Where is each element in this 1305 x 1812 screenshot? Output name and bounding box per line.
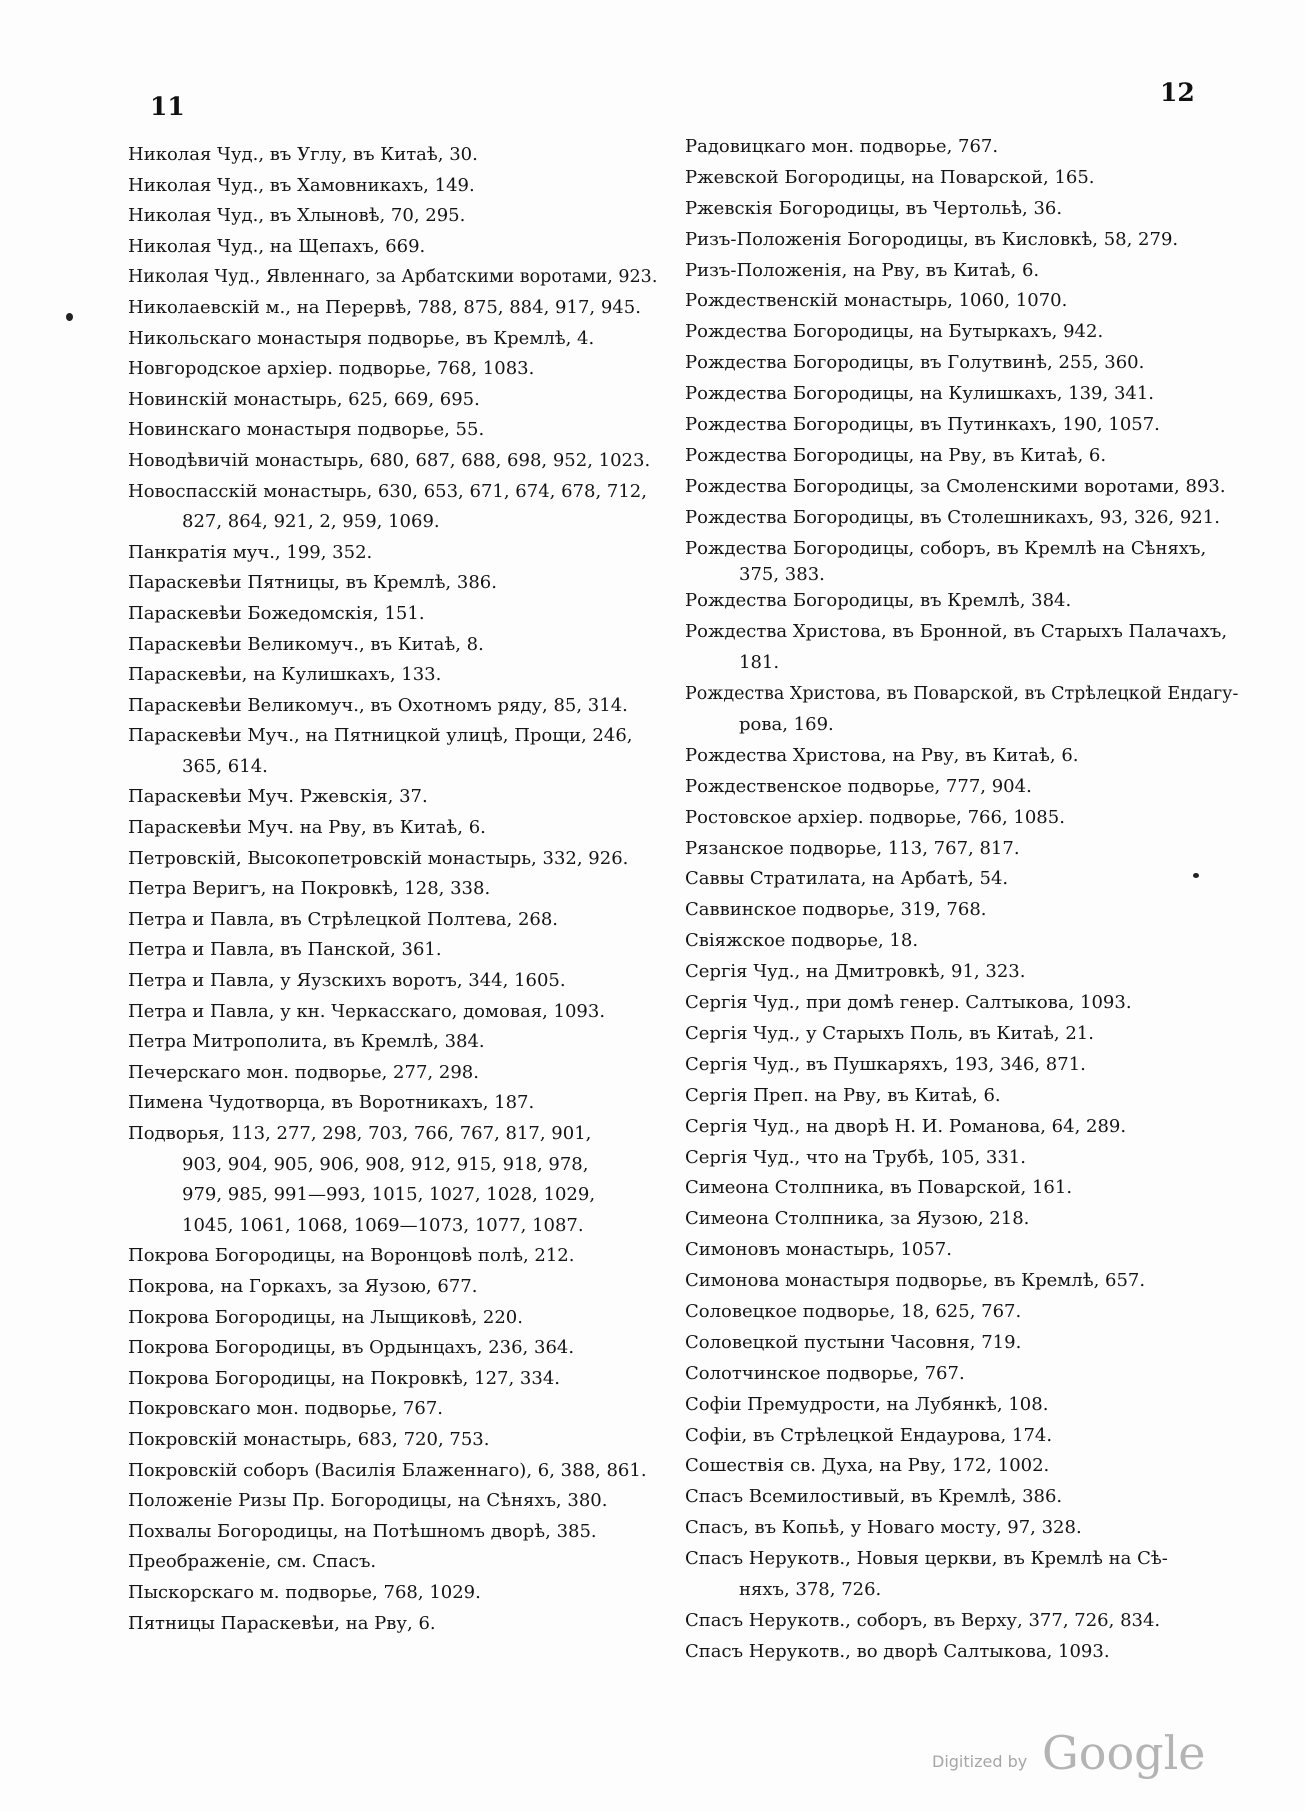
index-entry: Параскевѣи Великомуч., въ Охотномъ ряду, 85, 314. [128,694,628,716]
index-entry: Рождества Богородицы, соборъ, въ Кремлѣ на Сѣняхъ, [685,537,1207,559]
index-entry: Рождества Богородицы, въ Голутвинѣ, 255, 360. [685,352,1145,374]
index-entry: Рождества Богородицы, на Рву, въ Китаѣ, 6. [685,444,1107,466]
index-entry: Покровскій монастырь, 683, 720, 753. [128,1428,490,1450]
index-entry: Новинскаго монастыря подворье, 55. [128,419,485,441]
index-entry-continuation: рова, 169. [739,714,834,736]
index-entry: Покрова Богородицы, въ Ордынцахъ, 236, 364. [128,1337,575,1359]
index-entry: Ростовское архiер. подворье, 766, 1085. [685,806,1065,828]
index-entry: Сергія Чуд., на дворѣ Н. И. Романова, 64, 289. [685,1115,1127,1137]
index-entry: Сергія Преп. на Рву, въ Китаѣ, 6. [685,1084,1001,1106]
ink-speck [66,313,73,321]
index-entry: Пятницы Параскевѣи, на Рву, 6. [128,1612,436,1634]
index-entry-continuation: 979, 985, 991—993, 1015, 1027, 1028, 1029, [182,1184,596,1206]
index-entry: Параскевѣи Божедомскія, 151. [128,602,425,624]
index-entry: Панкратія муч., 199, 352. [128,541,373,563]
index-entry: Спасъ, въ Копьѣ, у Новаго мосту, 97, 328. [685,1517,1082,1539]
index-entry: Параскевѣи Муч. на Рву, въ Китаѣ, 6. [128,817,486,839]
index-entry: Пимена Чудотворца, въ Воротникахъ, 187. [128,1092,535,1114]
index-entry: Петра Веригъ, на Покровкѣ, 128, 338. [128,878,491,900]
index-entry: Подворья, 113, 277, 298, 703, 766, 767, 817, 901, [128,1123,592,1144]
index-entry-continuation: 827, 864, 921, 2, 959, 1069. [182,511,440,533]
index-entry-continuation: 1045, 1061, 1068, 1069—1073, 1077, 1087. [182,1214,584,1236]
index-entry: Параскевѣи Пятницы, въ Кремлѣ, 386. [128,572,497,594]
index-entry: Пыскорскаго м. подворье, 768, 1029. [128,1581,481,1603]
index-entry: Похвалы Богородицы, на Потѣшномъ дворѣ, 385. [128,1520,597,1542]
index-entry: Параскевѣи Муч., на Пятницкой улицѣ, Прощи, 246, [128,725,633,747]
index-entry: Покровскаго мон. подворье, 767. [128,1398,443,1420]
index-entry: Сошествія св. Духа, на Рву, 172, 1002. [685,1455,1050,1477]
index-entry: Рождественскій монастырь, 1060, 1070. [685,290,1068,312]
index-entry: Петра и Павла, у Яузскихъ воротъ, 344, 1605. [128,970,566,992]
index-entry: Новоспасскій монастырь, 630, 653, 671, 674, 678, 712, [128,480,647,502]
index-entry: Рязанское подворье, 113, 767, 817. [685,837,1020,859]
index-entry: Никольскаго монастыря подворье, въ Кремлѣ, 4. [128,327,595,349]
index-entry: Покрова Богородицы, на Лыщиковѣ, 220. [128,1306,523,1328]
index-entry: Параскевѣи, на Кулишкахъ, 133. [128,664,442,686]
index-entry: Саввы Стратилата, на Арбатѣ, 54. [685,868,1009,890]
index-entry-continuation: 903, 904, 905, 906, 908, 912, 915, 918, 978, [182,1153,589,1175]
right-page-number: 12 [1160,78,1195,107]
index-entry: Сергія Чуд., при домѣ генер. Салтыкова, 1093. [685,992,1132,1014]
index-entry: Саввинское подворье, 319, 768. [685,899,987,921]
index-entry: Рождества Богородицы, въ Кремлѣ, 384. [685,590,1072,612]
index-entry: Петра и Павла, въ Стрѣлецкой Полтева, 268. [128,908,559,930]
index-entry: Николая Чуд., въ Углу, въ Китаѣ, 30. [128,144,478,165]
index-entry: Рождества Христова, на Рву, въ Китаѣ, 6. [685,744,1079,766]
index-entry: Николая Чуд., на Щепахъ, 669. [128,235,426,257]
index-entry: Петра Митрополита, въ Кремлѣ, 384. [128,1031,485,1053]
index-entry: Петровскій, Высокопетровскій монастырь, 332, 926. [128,847,629,869]
index-entry: Симоновъ монастырь, 1057. [685,1239,952,1261]
index-entry: Преображеніе, см. Спасъ. [128,1551,377,1573]
index-entry: Сергія Чуд., на Дмитровкѣ, 91, 323. [685,961,1026,983]
index-entry: Спасъ Всемилостивый, въ Кремлѣ, 386. [685,1486,1063,1508]
left-page-number: 11 [150,92,185,121]
index-entry: Симеона Столпника, въ Поварской, 161. [685,1177,1073,1199]
index-entry: Николая Чуд., въ Хамовникахъ, 149. [128,174,475,196]
index-entry: Сергія Чуд., въ Пушкаряхъ, 193, 346, 871. [685,1053,1086,1075]
index-entry: Ризъ-Положенія, на Рву, въ Китаѣ, 6. [685,259,1040,281]
index-entry: Рождества Христова, въ Бронной, въ Старыхъ Палачахъ, [685,621,1228,643]
index-entry: Николая Чуд., Явленнаго, за Арбатскими воротами, 923. [128,267,658,288]
index-entry: Рождества Богородицы, за Смоленскими воротами, 893. [685,475,1226,497]
index-entry: Покрова Богородицы, на Покровкѣ, 127, 334. [128,1367,560,1389]
index-entry: Новинскій монастырь, 625, 669, 695. [128,388,480,410]
google-logo: Google [1042,1726,1206,1780]
index-entry: Положеніе Ризы Пр. Богородицы, на Сѣняхъ, 380. [128,1490,608,1512]
index-entry: Спасъ Нерукотв., соборъ, въ Верху, 377, 726, 834. [685,1609,1161,1631]
index-entry: Соловецкой пустыни Часовня, 719. [685,1331,1022,1353]
index-entry: Спасъ Нерукотв., Новыя церкви, въ Кремлѣ на Сѣ- [685,1548,1168,1570]
index-entry: Параскевѣи Муч. Ржевскія, 37. [128,786,428,808]
index-entry: Радовицкаго мон. подворье, 767. [685,136,999,157]
index-entry: Ризъ-Положенія Богородицы, въ Кисловкѣ, 58, 279. [685,228,1179,250]
index-entry: Симеона Столпника, за Яузою, 218. [685,1208,1030,1230]
index-entry: Рождества Богородицы, на Бутыркахъ, 942. [685,321,1104,343]
index-entry: Рождества Христова, въ Поварской, въ Стрѣлецкой Ендагу- [685,684,1239,705]
index-entry: Новгородское архiер. подворье, 768, 1083. [128,358,535,380]
index-entry: Сергія Чуд., что на Трубѣ, 105, 331. [685,1146,1026,1168]
ink-speck [1193,873,1199,878]
index-entry: Николая Чуд., въ Хлыновѣ, 70, 295. [128,205,466,227]
index-entry: Солотчинское подворье, 767. [685,1362,965,1384]
index-entry: Покрова, на Горкахъ, за Яузою, 677. [128,1275,478,1297]
index-entry: Новодѣвичій монастырь, 680, 687, 688, 698, 952, 1023. [128,449,651,471]
index-entry: Спасъ Нерукотв., во дворѣ Салтыкова, 1093. [685,1640,1110,1662]
index-entry: Николаевскій м., на Перервѣ, 788, 875, 884, 917, 945. [128,296,641,318]
index-entry-continuation: 375, 383. [739,564,825,586]
digitized-by-label: Digitized by [932,1752,1028,1771]
right-index-column [685,132,1245,1668]
index-entry: Петра и Павла, въ Панской, 361. [128,939,442,961]
index-entry: Петра и Павла, у кн. Черкасскаго, домовая, 1093. [128,1000,606,1022]
index-entry: Симонова монастыря подворье, въ Кремлѣ, 657. [685,1270,1146,1292]
index-entry: Рождества Богородицы, на Кулишкахъ, 139, 341. [685,383,1155,405]
index-entry: Сергія Чуд., у Старыхъ Поль, въ Китаѣ, 21. [685,1022,1094,1044]
index-entry: Рождества Богородицы, въ Путинкахъ, 190, 1057. [685,414,1160,436]
index-entry: Параскевѣи Великомуч., въ Китаѣ, 8. [128,633,484,655]
index-entry: Покрова Богородицы, на Воронцовѣ полѣ, 212. [128,1245,575,1267]
index-entry-continuation: 365, 614. [182,755,268,777]
index-entry: Ржевской Богородицы, на Поварской, 165. [685,166,1095,188]
index-entry: Софіи, въ Стрѣлецкой Ендаурова, 174. [685,1424,1053,1446]
index-entry-continuation: няхъ, 378, 726. [739,1578,882,1600]
index-entry: Рождественское подворье, 777, 904. [685,775,1032,797]
index-entry: Печерскаго мон. подворье, 277, 298. [128,1061,479,1083]
index-entry: Покровскій соборъ (Василія Блаженнаго), 6, 388, 861. [128,1459,647,1481]
left-index-column [128,140,668,1639]
index-entry-continuation: 181. [739,652,780,674]
index-entry: Ржевскія Богородицы, въ Чертольѣ, 36. [685,197,1063,219]
index-entry: Свіяжское подворье, 18. [685,930,919,952]
index-entry: Софіи Премудрости, на Лубянкѣ, 108. [685,1393,1049,1415]
index-entry: Соловецкое подворье, 18, 625, 767. [685,1300,1022,1322]
index-entry: Рождества Богородицы, въ Столешникахъ, 93, 326, 921. [685,506,1220,528]
